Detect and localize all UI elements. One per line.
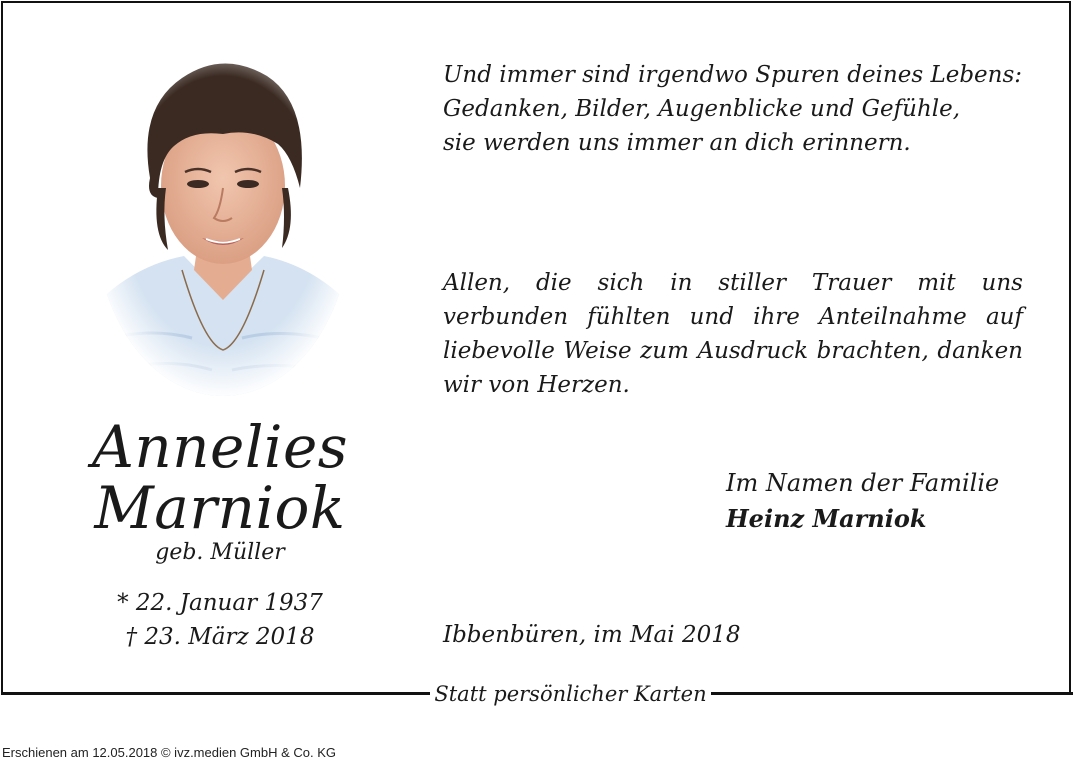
bottom-rule-left [1, 692, 430, 695]
maiden-name: geb. Müller [155, 540, 285, 565]
poem-line: sie werden uns immer an dich erinnern. [443, 130, 911, 156]
portrait-photo [92, 38, 354, 398]
deceased-first-name: Annelies [91, 413, 349, 481]
place-date: Ibbenbüren, im Mai 2018 [443, 622, 741, 648]
publication-note: Erschienen am 12.05.2018 © ivz.medien GmbH & Co. KG [2, 745, 337, 760]
poem-line: Und immer sind irgendwo Spuren deines Lebens: [443, 62, 1023, 88]
death-date: † 23. März 2018 [125, 624, 315, 650]
poem-line: Gedanken, Bilder, Augenblicke und Gefühle, [443, 96, 961, 122]
deceased-last-name: Marniok [94, 474, 346, 542]
thanks-paragraph: Allen, die sich in stiller Trauer mit uns verbunden fühlten und ihre Anteilnahme auf liebevolle Weise zum Ausdruck brachten, danken wir von Herzen. [443, 270, 1023, 398]
memorial-poem [443, 58, 1043, 160]
bottom-rule-right [711, 692, 1073, 695]
signer-name: Heinz Marniok [726, 504, 927, 533]
footer-note: Statt persönlicher Karten [434, 682, 707, 706]
birth-date: * 22. Januar 1937 [117, 590, 323, 616]
signoff [726, 465, 999, 537]
signoff-line: Im Namen der Familie [726, 469, 1000, 497]
